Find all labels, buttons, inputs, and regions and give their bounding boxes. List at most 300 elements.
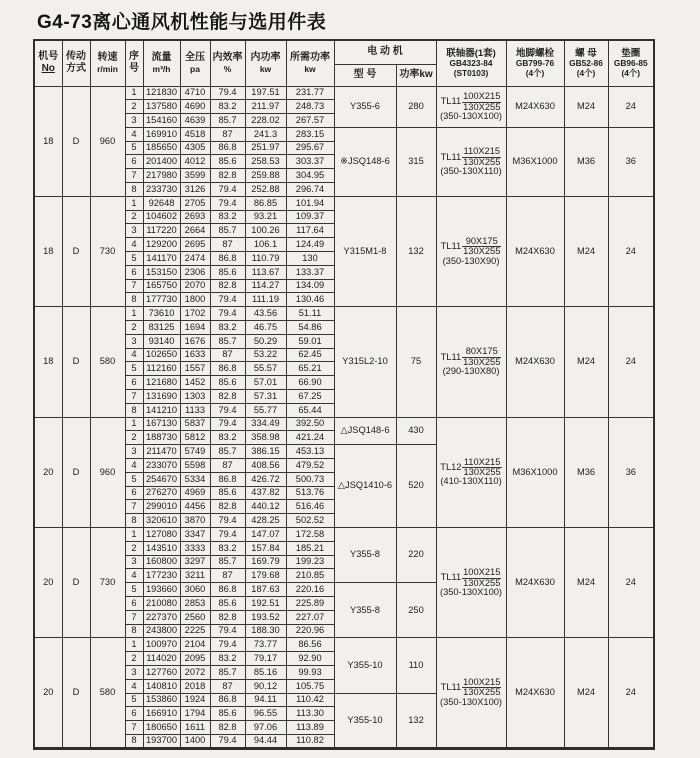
- coupling-model: TL11: [440, 96, 462, 107]
- internal-power-cell: 258.53: [245, 155, 286, 169]
- flow-cell: 233070: [143, 459, 180, 473]
- col-header-nut: 螺 母 GB52-86 (4个): [564, 40, 608, 86]
- seq-cell: 8: [125, 734, 143, 748]
- seq-cell: 7: [125, 500, 143, 514]
- pressure-cell: 3347: [180, 528, 210, 542]
- nut-cell: M24: [564, 528, 608, 638]
- fan-no-cell: 20: [34, 528, 62, 638]
- seq-cell: 2: [125, 652, 143, 666]
- seq-cell: 6: [125, 155, 143, 169]
- coupling-note: (350-130X100): [439, 696, 503, 707]
- table-row: [34, 196, 654, 210]
- flow-cell: 160800: [143, 555, 180, 569]
- seq-cell: 3: [125, 224, 143, 238]
- required-power-cell: 283.15: [286, 127, 334, 141]
- nut-cell: M36: [564, 417, 608, 527]
- pressure-cell: 1452: [180, 376, 210, 390]
- flow-cell: 154160: [143, 114, 180, 128]
- flow-cell: 112160: [143, 362, 180, 376]
- seq-cell: 3: [125, 665, 143, 679]
- motor-model-cell: Y355-8: [334, 583, 396, 638]
- flow-cell: 114020: [143, 652, 180, 666]
- internal-power-cell: 114.27: [245, 279, 286, 293]
- required-power-cell: 110.82: [286, 734, 334, 748]
- internal-power-cell: 440.12: [245, 500, 286, 514]
- internal-power-cell: 55.77: [245, 403, 286, 417]
- seq-cell: 8: [125, 183, 143, 197]
- required-power-cell: 220.96: [286, 624, 334, 638]
- flow-cell: 127080: [143, 528, 180, 542]
- seq-cell: 8: [125, 514, 143, 528]
- fan-no-cell: 20: [34, 638, 62, 748]
- efficiency-cell: 82.8: [210, 169, 245, 183]
- pressure-cell: 1557: [180, 362, 210, 376]
- required-power-cell: 199.23: [286, 555, 334, 569]
- efficiency-cell: 79.4: [210, 403, 245, 417]
- seq-cell: 3: [125, 334, 143, 348]
- pressure-cell: 1694: [180, 321, 210, 335]
- flow-cell: 193660: [143, 583, 180, 597]
- efficiency-cell: 83.2: [210, 541, 245, 555]
- coupling-note: (350-130X90): [442, 255, 500, 266]
- table-row: [34, 86, 654, 100]
- required-power-cell: 513.76: [286, 486, 334, 500]
- seq-cell: 7: [125, 169, 143, 183]
- coupling-note: (290-130X80): [442, 366, 500, 377]
- seq-cell: 1: [125, 638, 143, 652]
- fan-spec-table: [33, 39, 655, 750]
- pressure-cell: 1303: [180, 390, 210, 404]
- seq-cell: 6: [125, 707, 143, 721]
- internal-power-cell: 94.11: [245, 693, 286, 707]
- seq-cell: 2: [125, 100, 143, 114]
- fan-no-cell: 18: [34, 86, 62, 196]
- internal-power-cell: 147.07: [245, 528, 286, 542]
- pressure-cell: 4639: [180, 114, 210, 128]
- internal-power-cell: 100.26: [245, 224, 286, 238]
- pressure-cell: 1794: [180, 707, 210, 721]
- pressure-cell: 3060: [180, 583, 210, 597]
- internal-power-cell: 110.79: [245, 252, 286, 266]
- required-power-cell: 113.89: [286, 721, 334, 735]
- required-power-cell: 130.46: [286, 293, 334, 307]
- efficiency-cell: 83.2: [210, 431, 245, 445]
- required-power-cell: 110.42: [286, 693, 334, 707]
- coupling-size-bottom: 130X255: [463, 156, 501, 167]
- flow-cell: 201400: [143, 155, 180, 169]
- internal-power-cell: 408.56: [245, 459, 286, 473]
- efficiency-cell: 87: [210, 569, 245, 583]
- flow-cell: 177730: [143, 293, 180, 307]
- flow-cell: 233730: [143, 183, 180, 197]
- col-header-speed: 转速 r/min: [90, 40, 125, 86]
- motor-power-cell: 430: [396, 417, 436, 445]
- coupling-model: TL11: [440, 241, 462, 252]
- pressure-cell: 4518: [180, 127, 210, 141]
- motor-model-cell: △JSQ1410-6: [334, 445, 396, 528]
- pressure-cell: 4305: [180, 141, 210, 155]
- required-power-cell: 172.58: [286, 528, 334, 542]
- efficiency-cell: 82.8: [210, 721, 245, 735]
- pressure-cell: 2693: [180, 210, 210, 224]
- internal-power-cell: 96.55: [245, 707, 286, 721]
- col-header-pressure: 全压 pa: [180, 40, 210, 86]
- motor-model-cell: Y355-10: [334, 693, 396, 748]
- pressure-cell: 3297: [180, 555, 210, 569]
- flow-cell: 129200: [143, 238, 180, 252]
- efficiency-cell: 79.4: [210, 86, 245, 100]
- col-header-anchor-bolt: 地脚螺栓 GB799-76 (4个): [506, 40, 564, 86]
- flow-cell: 185650: [143, 141, 180, 155]
- required-power-cell: 54.86: [286, 321, 334, 335]
- internal-power-cell: 437.82: [245, 486, 286, 500]
- anchor-bolt-cell: M24X630: [506, 196, 564, 306]
- pressure-cell: 1924: [180, 693, 210, 707]
- pressure-cell: 1611: [180, 721, 210, 735]
- required-power-cell: 101.94: [286, 196, 334, 210]
- internal-power-cell: 43.56: [245, 307, 286, 321]
- required-power-cell: 65.44: [286, 403, 334, 417]
- required-power-cell: 185.21: [286, 541, 334, 555]
- fan-no-cell: 18: [34, 196, 62, 306]
- seq-cell: 1: [125, 307, 143, 321]
- col-header-drive: 传动 方式: [62, 40, 90, 86]
- required-power-cell: 86.56: [286, 638, 334, 652]
- pressure-cell: 4690: [180, 100, 210, 114]
- required-power-cell: 99.93: [286, 665, 334, 679]
- required-power-cell: 134.09: [286, 279, 334, 293]
- anchor-bolt-cell: M36X1000: [506, 417, 564, 527]
- required-power-cell: 225.89: [286, 596, 334, 610]
- col-header-efficiency: 内效率 %: [210, 40, 245, 86]
- efficiency-cell: 87: [210, 127, 245, 141]
- pressure-cell: 2474: [180, 252, 210, 266]
- required-power-cell: 51.11: [286, 307, 334, 321]
- motor-power-cell: 132: [396, 196, 436, 306]
- nut-cell: M36: [564, 127, 608, 196]
- efficiency-cell: 85.7: [210, 224, 245, 238]
- coupling-size-top: 110X215: [463, 146, 501, 157]
- efficiency-cell: 85.7: [210, 334, 245, 348]
- anchor-bolt-cell: M24X630: [506, 307, 564, 417]
- seq-cell: 8: [125, 403, 143, 417]
- flow-cell: 137580: [143, 100, 180, 114]
- pressure-cell: 3870: [180, 514, 210, 528]
- efficiency-cell: 79.4: [210, 183, 245, 197]
- required-power-cell: 502.52: [286, 514, 334, 528]
- internal-power-cell: 85.16: [245, 665, 286, 679]
- required-power-cell: 220.16: [286, 583, 334, 597]
- motor-model-cell: Y355-6: [334, 86, 396, 127]
- internal-power-cell: 46.75: [245, 321, 286, 335]
- pressure-cell: 2560: [180, 610, 210, 624]
- seq-cell: 6: [125, 265, 143, 279]
- washer-cell: 36: [608, 127, 654, 196]
- flow-cell: 140810: [143, 679, 180, 693]
- efficiency-cell: 79.4: [210, 196, 245, 210]
- motor-power-cell: 280: [396, 86, 436, 127]
- seq-cell: 7: [125, 610, 143, 624]
- motor-power-cell: 132: [396, 693, 436, 748]
- flow-cell: 166910: [143, 707, 180, 721]
- seq-cell: 1: [125, 86, 143, 100]
- motor-power-cell: 75: [396, 307, 436, 417]
- flow-cell: 180650: [143, 721, 180, 735]
- coupling-note: (350-130X100): [439, 586, 503, 597]
- internal-power-cell: 228.02: [245, 114, 286, 128]
- required-power-cell: 67.25: [286, 390, 334, 404]
- speed-cell: 960: [90, 86, 125, 196]
- flow-cell: 127760: [143, 665, 180, 679]
- flow-cell: 92648: [143, 196, 180, 210]
- efficiency-cell: 87: [210, 459, 245, 473]
- required-power-cell: 59.01: [286, 334, 334, 348]
- seq-cell: 4: [125, 238, 143, 252]
- seq-cell: 5: [125, 252, 143, 266]
- efficiency-cell: 85.6: [210, 486, 245, 500]
- efficiency-cell: 79.4: [210, 417, 245, 431]
- seq-cell: 4: [125, 348, 143, 362]
- table-header: [34, 40, 654, 86]
- required-power-cell: 500.73: [286, 472, 334, 486]
- seq-cell: 7: [125, 721, 143, 735]
- internal-power-cell: 93.21: [245, 210, 286, 224]
- seq-cell: 4: [125, 459, 143, 473]
- flow-cell: 169910: [143, 127, 180, 141]
- motor-model-cell: Y355-8: [334, 528, 396, 583]
- pressure-cell: 5812: [180, 431, 210, 445]
- required-power-cell: 248.73: [286, 100, 334, 114]
- internal-power-cell: 386.15: [245, 445, 286, 459]
- coupling-size-top: 80X175: [462, 347, 501, 357]
- pressure-cell: 1676: [180, 334, 210, 348]
- pressure-cell: 2853: [180, 596, 210, 610]
- efficiency-cell: 85.6: [210, 376, 245, 390]
- speed-cell: 730: [90, 196, 125, 306]
- col-header-motor-model: 型 号: [334, 64, 396, 86]
- seq-cell: 6: [125, 596, 143, 610]
- efficiency-cell: 85.6: [210, 155, 245, 169]
- drive-mode-cell: D: [62, 417, 90, 527]
- speed-cell: 580: [90, 307, 125, 417]
- flow-cell: 104602: [143, 210, 180, 224]
- col-header-coupling: 联轴器(1套) GB4323-84 (ST0103): [436, 40, 506, 86]
- seq-cell: 7: [125, 279, 143, 293]
- internal-power-cell: 193.52: [245, 610, 286, 624]
- required-power-cell: 231.77: [286, 86, 334, 100]
- required-power-cell: 303.37: [286, 155, 334, 169]
- nut-cell: M24: [564, 638, 608, 748]
- efficiency-cell: 85.7: [210, 555, 245, 569]
- efficiency-cell: 85.7: [210, 665, 245, 679]
- coupling-note: (350-130X100): [439, 110, 503, 121]
- pressure-cell: 5837: [180, 417, 210, 431]
- seq-cell: 6: [125, 376, 143, 390]
- col-header-motor-power: 功率kw: [396, 64, 436, 86]
- pressure-cell: 3333: [180, 541, 210, 555]
- seq-cell: 5: [125, 472, 143, 486]
- flow-cell: 141170: [143, 252, 180, 266]
- efficiency-cell: 86.8: [210, 252, 245, 266]
- flow-cell: 121680: [143, 376, 180, 390]
- coupling-size-top: 90X175: [462, 237, 501, 247]
- efficiency-cell: 86.8: [210, 362, 245, 376]
- internal-power-cell: 334.49: [245, 417, 286, 431]
- coupling-model: TL11: [440, 351, 462, 362]
- speed-cell: 580: [90, 638, 125, 748]
- table-row: [34, 638, 654, 652]
- pressure-cell: 2306: [180, 265, 210, 279]
- pressure-cell: 2072: [180, 665, 210, 679]
- pressure-cell: 1400: [180, 734, 210, 748]
- seq-cell: 2: [125, 321, 143, 335]
- pressure-cell: 3599: [180, 169, 210, 183]
- motor-power-cell: 110: [396, 638, 436, 693]
- seq-cell: 3: [125, 555, 143, 569]
- flow-cell: 299010: [143, 500, 180, 514]
- internal-power-cell: 53.22: [245, 348, 286, 362]
- pressure-cell: 2705: [180, 196, 210, 210]
- pressure-cell: 2664: [180, 224, 210, 238]
- required-power-cell: 133.37: [286, 265, 334, 279]
- table-row: [34, 127, 654, 141]
- coupling-cell: [436, 86, 506, 127]
- pressure-cell: 2225: [180, 624, 210, 638]
- page-title: G4-73离心通风机性能与选用件表: [37, 12, 327, 33]
- seq-cell: 2: [125, 210, 143, 224]
- internal-power-cell: 73.77: [245, 638, 286, 652]
- washer-cell: 24: [608, 307, 654, 417]
- pressure-cell: 5334: [180, 472, 210, 486]
- efficiency-cell: 83.2: [210, 321, 245, 335]
- flow-cell: 254670: [143, 472, 180, 486]
- internal-power-cell: 97.06: [245, 721, 286, 735]
- efficiency-cell: 82.8: [210, 279, 245, 293]
- required-power-cell: 62.45: [286, 348, 334, 362]
- pressure-cell: 1702: [180, 307, 210, 321]
- required-power-cell: 66.90: [286, 376, 334, 390]
- internal-power-cell: 55.57: [245, 362, 286, 376]
- washer-cell: 36: [608, 417, 654, 527]
- table-row: [34, 307, 654, 321]
- required-power-cell: 92.90: [286, 652, 334, 666]
- seq-cell: 4: [125, 127, 143, 141]
- seq-cell: 4: [125, 569, 143, 583]
- nut-cell: M24: [564, 307, 608, 417]
- efficiency-cell: 87: [210, 348, 245, 362]
- required-power-cell: 109.37: [286, 210, 334, 224]
- seq-cell: 8: [125, 293, 143, 307]
- flow-cell: 217980: [143, 169, 180, 183]
- coupling-cell: [436, 127, 506, 196]
- internal-power-cell: 192.51: [245, 596, 286, 610]
- pressure-cell: 1800: [180, 293, 210, 307]
- drive-mode-cell: D: [62, 307, 90, 417]
- efficiency-cell: 83.2: [210, 652, 245, 666]
- coupling-model: TL11: [440, 151, 462, 162]
- seq-cell: 5: [125, 141, 143, 155]
- coupling-size-bottom: 130X255: [463, 356, 501, 367]
- required-power-cell: 210.85: [286, 569, 334, 583]
- required-power-cell: 421.24: [286, 431, 334, 445]
- col-header-internal-power: 内功率 kw: [245, 40, 286, 86]
- efficiency-cell: 79.4: [210, 514, 245, 528]
- flow-cell: 227370: [143, 610, 180, 624]
- flow-cell: 143510: [143, 541, 180, 555]
- internal-power-cell: 358.98: [245, 431, 286, 445]
- flow-cell: 243800: [143, 624, 180, 638]
- required-power-cell: 65.21: [286, 362, 334, 376]
- flow-cell: 165750: [143, 279, 180, 293]
- col-header-seq: 序 号: [125, 40, 143, 86]
- pressure-cell: 5598: [180, 459, 210, 473]
- coupling-cell: [436, 528, 506, 638]
- efficiency-cell: 82.8: [210, 500, 245, 514]
- efficiency-cell: 87: [210, 238, 245, 252]
- flow-cell: 141210: [143, 403, 180, 417]
- internal-power-cell: 259.88: [245, 169, 286, 183]
- internal-power-cell: 169.79: [245, 555, 286, 569]
- drive-mode-cell: D: [62, 86, 90, 196]
- col-header-required-power: 所需功率 kw: [286, 40, 334, 86]
- coupling-model: TL11: [440, 682, 462, 693]
- internal-power-cell: 106.1: [245, 238, 286, 252]
- efficiency-cell: 86.8: [210, 583, 245, 597]
- required-power-cell: 392.50: [286, 417, 334, 431]
- coupling-cell: [436, 196, 506, 306]
- required-power-cell: 227.07: [286, 610, 334, 624]
- seq-cell: 5: [125, 583, 143, 597]
- anchor-bolt-cell: M24X630: [506, 638, 564, 748]
- motor-model-cell: Y355-10: [334, 638, 396, 693]
- coupling-size-bottom: 130X255: [463, 577, 501, 588]
- seq-cell: 1: [125, 528, 143, 542]
- flow-cell: 177230: [143, 569, 180, 583]
- required-power-cell: 117.64: [286, 224, 334, 238]
- efficiency-cell: 85.7: [210, 445, 245, 459]
- coupling-size-bottom: 130X255: [463, 101, 501, 112]
- motor-model-cell: Y315L2-10: [334, 307, 396, 417]
- pressure-cell: 4456: [180, 500, 210, 514]
- pressure-cell: 4012: [180, 155, 210, 169]
- col-header-motor: 电 动 机: [334, 40, 436, 64]
- flow-cell: 102650: [143, 348, 180, 362]
- efficiency-cell: 79.4: [210, 293, 245, 307]
- required-power-cell: 453.13: [286, 445, 334, 459]
- motor-power-cell: 315: [396, 127, 436, 196]
- required-power-cell: 295.67: [286, 141, 334, 155]
- required-power-cell: 267.57: [286, 114, 334, 128]
- anchor-bolt-cell: M24X630: [506, 528, 564, 638]
- efficiency-cell: 79.4: [210, 638, 245, 652]
- anchor-bolt-cell: M24X630: [506, 86, 564, 127]
- pressure-cell: 4710: [180, 86, 210, 100]
- pressure-cell: 2095: [180, 652, 210, 666]
- flow-cell: 131690: [143, 390, 180, 404]
- internal-power-cell: 57.01: [245, 376, 286, 390]
- coupling-size-bottom: 130X255: [463, 467, 501, 478]
- coupling-size-bottom: 130X255: [463, 687, 501, 698]
- fan-no-cell: 18: [34, 307, 62, 417]
- seq-cell: 5: [125, 693, 143, 707]
- pressure-cell: 3126: [180, 183, 210, 197]
- required-power-cell: 113.30: [286, 707, 334, 721]
- required-power-cell: 296.74: [286, 183, 334, 197]
- motor-model-cell: Y315M1-8: [334, 196, 396, 306]
- coupling-size-top: 110X215: [463, 456, 501, 467]
- flow-cell: 153150: [143, 265, 180, 279]
- internal-power-cell: 428.25: [245, 514, 286, 528]
